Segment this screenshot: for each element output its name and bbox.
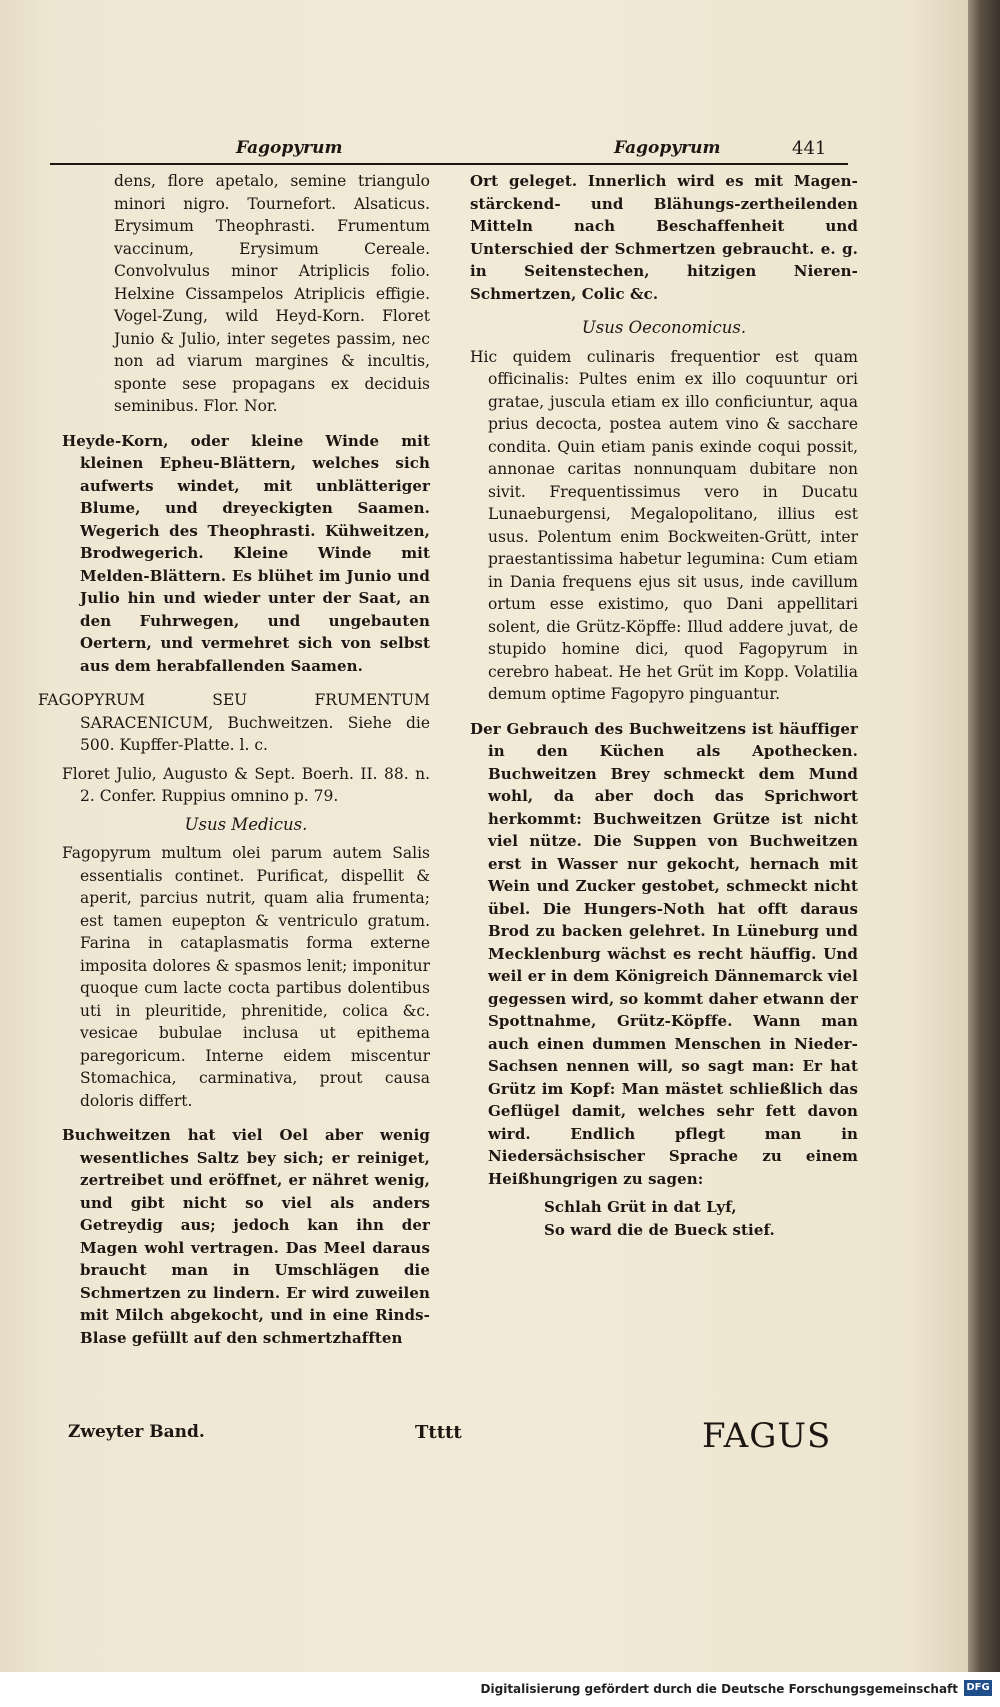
paragraph-economic-german: Der Gebrauch des Buchweitzens ist häuffiger in den Küchen als Apothecken. Buchweitzen Brey schmeckt dem Mund wohl, da aber doch das Sprichwort herkommt: Buchweitzen Grütze ist nicht viel nütze. Die Suppen von Buchweitzen erst in Wasser nur gekocht, hernach mit Wein und Zucker gestobet, schmeckt nicht übel. Die Hungers-Noth hat offt daraus Brod zu backen gelehret. In Lüneburg und Mecklenburg wächst es recht häuffig. Und weil er in dem Königreich Dännemarck viel gegessen wird, so kommt daher etwann der Spottnahme, Grütz-Köpffe. Wann man auch einen dummen Menschen in Nieder-Sachsen nennen will, so sagt man: Er hat Grütz im Kopf: Man mästet schließlich das Geflügel damit, welches sehr fett davon wird. Endlich pflegt man in Niedersächsischer Sprache zu einem Heißhungrigen zu sagen: — [470, 719, 858, 1188]
verse-line-1: Schlah Grüt in dat Lyf, — [544, 1198, 737, 1216]
running-head-right: Fagopyrum — [614, 138, 721, 158]
paragraph-latin-synonyms: dens, flore apetalo, semine triangulo minori nigro. Tournefort. Alsaticus. Erysimum Theophrasti. Frumentum vaccinum, Erysimum Cereale. Convolvulus minor Atriplicis folio. Helxine Cissampelos Atriplicis effigie. Vogel-Zung, wild Heyd-Korn. Floret Junio & Julio, inter segetes passim, nec non ad viarum margines & incultis, sponte sese propagans ex deciduis seminibus. Flor. Nor. — [114, 172, 430, 415]
digitization-credit: Digitalisierung gefördert durch die Deutsche Forschungsgemeinschaft — [480, 1682, 958, 1696]
right-column — [470, 170, 858, 1241]
left-column — [38, 170, 430, 1349]
header-rule — [50, 163, 848, 165]
paragraph-medical-german: Buchweitzen hat viel Oel aber wenig wesentliches Saltz bey sich; er reiniget, zertreibet und eröffnet, er nähret wenig, und gibt nicht so viel als anders Getreydig aus; jedoch kan ihn der Magen wohl vertragen. Das Meel daraus braucht man in Umschlägen die Schmertzen zu lindern. Er wird zuweilen mit Milch abgekocht, und in eine Rinds-Blase gefüllt auf den schmertzhafften — [62, 1126, 430, 1347]
book-spine — [968, 0, 1000, 1672]
signature-mark: Ttttt — [415, 1422, 462, 1443]
paragraph-german-synonyms: Heyde-Korn, oder kleine Winde mit kleinen Epheu-Blättern, welches sich aufwerts windet, mit unblätteriger Blume, und dreyeckigten Saamen. Wegerich des Theophrasti. Kühweitzen, Brodwegerich. Kleine Winde mit Melden-Blättern. Es blühet im Junio und Julio hin und wieder unter der Saat, an den Fuhrwegen, und ungebauten Oertern, und vermehret sich von selbst aus dem herabfallenden Saamen. — [62, 431, 430, 675]
page-number: 441 — [792, 138, 827, 159]
section-heading-oeconomicus: Usus Oeconomicus. — [581, 318, 747, 337]
verse-line-2: So ward die de Bueck stief. — [544, 1220, 775, 1239]
paragraph-medical-latin: Fagopyrum multum olei parum autem Salis essentialis continet. Purificat, dispellit & aperit, parcius nutrit, quam alia frumenta; est tamen eupepton & ventriculo gratum. Farina in cataplasmatis forma externe imposita dolores & spasmos lenit; imponitur quoque cum lacte cocta partibus dolentibus uti in pleuritide, phrenitide, colica &c. vesicae bubulae inclusa ut epithema paregoricum. Interne eidem miscentur Stomachica, carminativa, prout causa doloris differt. — [62, 844, 430, 1110]
section-heading-medicus: Usus Medicus. — [184, 814, 308, 834]
paragraph-main-entry: FAGOPYRUM SEU FRUMENTUM SARACENICUM, Buchweitzen. Siehe die 500. Kupffer-Platte. l. c. — [38, 691, 430, 754]
dfg-logo: DFG — [964, 1680, 992, 1696]
paragraph-economic-latin: Hic quidem culinaris frequentior est quam officinalis: Pultes enim ex illo coquuntur ori gratae, juscula etiam ex illo conficiuntur, aqua prius decocta, postea autem vino & sacchare condita. Quin etiam panis exinde coqui possit, annonae caritas nonnunquam dubitare non sivit. Frequentissimus vero in Ducatu Lunaeburgensi, Megalopolitano, illius est usus. Polentum enim Bockweiten-Grütt, inter praestantissima habetur legumina: Cum etiam in Dania frequens ejus sit usus, inde cavillum ortum esse existimo, quo Dani appellitari solent, die Grütz-Köpffe: Illud addere juvat, de stupido homine dici, quod Fagopyrum in cerebro habeat. He het Grüt im Kopp. Volatilia demum optime Fagopyro pinguantur. — [470, 347, 858, 703]
paragraph-medical-german-cont: Ort geleget. Innerlich wird es mit Magen-stärckend- und Blähungs-zertheilenden Mitteln nach Beschaffenheit und Unterschied der Schmertzen gebraucht. e. g. in Seitenstechen, hitzigen Nieren-Schmertzen, Colic &c. — [470, 172, 858, 303]
catchword: FAGUS — [702, 1416, 832, 1456]
digitization-bar — [0, 1672, 1000, 1707]
volume-label: Zweyter Band. — [68, 1422, 205, 1442]
running-head-left: Fagopyrum — [236, 138, 343, 158]
paragraph-flowering: Floret Julio, Augusto & Sept. Boerh. II. 88. n. 2. Confer. Ruppius omnino p. 79. — [62, 764, 430, 805]
